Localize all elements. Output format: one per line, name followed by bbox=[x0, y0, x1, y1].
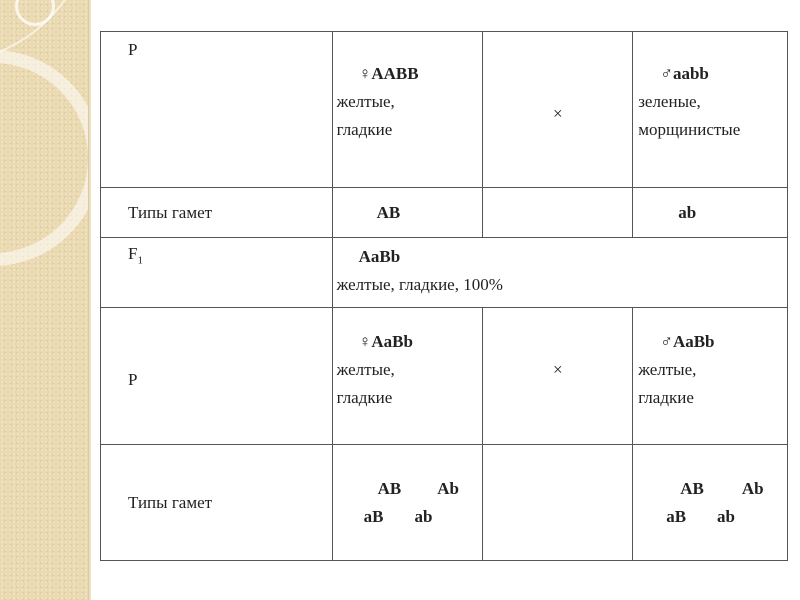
male-genotype: ♂aabb bbox=[660, 64, 709, 83]
empty-cell bbox=[483, 188, 633, 238]
f1-genotype: AaBb bbox=[358, 247, 401, 266]
male-gamete: AB bbox=[680, 478, 704, 498]
male-gamete: Ab bbox=[741, 478, 764, 498]
male-phenotype-line2: гладкие bbox=[638, 388, 694, 407]
male-phenotype-line1: желтые, bbox=[638, 360, 697, 379]
table-row-gametes-2 bbox=[101, 445, 788, 561]
row-label: P bbox=[128, 370, 138, 389]
male-phenotype-line2: морщинистые bbox=[638, 120, 741, 139]
row-label: Типы гамет bbox=[128, 202, 213, 222]
table-row-parents-1 bbox=[101, 32, 788, 188]
decorative-ring-large bbox=[0, 50, 88, 266]
f1-phenotype: желтые, гладкие, 100% bbox=[336, 275, 503, 294]
female-gamete: AB bbox=[377, 478, 402, 498]
row-label-cell bbox=[101, 188, 333, 238]
row-label-cell bbox=[101, 238, 333, 308]
table-row-gametes-1 bbox=[101, 188, 788, 238]
female-parent-cell bbox=[332, 32, 483, 188]
male-phenotype-line1: зеленые, bbox=[638, 92, 701, 111]
female-gamete: ab bbox=[414, 506, 433, 526]
male-parent-cell bbox=[633, 32, 788, 188]
row-label: Типы гамет bbox=[128, 492, 213, 512]
f1-result-cell bbox=[332, 238, 787, 308]
cross-sign: × bbox=[552, 104, 563, 123]
female-genotype: ♀AaBb bbox=[358, 332, 413, 351]
cross-cell bbox=[483, 308, 633, 445]
decorative-side-panel bbox=[0, 0, 88, 600]
empty-cell bbox=[483, 445, 633, 561]
female-gametes-cell bbox=[332, 445, 483, 561]
female-gamete: aB bbox=[363, 506, 384, 526]
male-gamete: aB bbox=[666, 506, 687, 526]
row-label-cell bbox=[101, 445, 333, 561]
male-gamete: ab bbox=[717, 506, 735, 526]
male-parent-cell bbox=[633, 308, 788, 445]
row-label-cell bbox=[101, 308, 333, 445]
female-phenotype-line1: желтые, bbox=[336, 360, 395, 379]
side-panel-edge bbox=[88, 0, 91, 600]
table-row-f1 bbox=[101, 238, 788, 308]
female-gamete-cell bbox=[332, 188, 483, 238]
female-genotype: ♀AABB bbox=[358, 64, 419, 83]
male-gametes-cell bbox=[633, 445, 788, 561]
female-parent-cell bbox=[332, 308, 483, 445]
female-phenotype-line2: гладкие bbox=[336, 388, 393, 407]
female-gamete: Ab bbox=[437, 478, 459, 498]
female-phenotype-line1: желтые, bbox=[336, 92, 395, 111]
cross-sign: × bbox=[552, 360, 563, 379]
genetics-cross-table bbox=[100, 31, 788, 561]
row-label: P bbox=[128, 40, 138, 59]
row-label-cell bbox=[101, 32, 333, 188]
male-gamete: ab bbox=[678, 202, 697, 222]
female-gamete: AB bbox=[376, 202, 401, 222]
row-label: $F_1$ bbox=[128, 244, 143, 267]
male-gamete-cell bbox=[633, 188, 788, 238]
female-phenotype-line2: гладкие bbox=[336, 120, 393, 139]
cross-cell bbox=[483, 32, 633, 188]
table-row-parents-2 bbox=[101, 308, 788, 445]
male-genotype: ♂AaBb bbox=[660, 332, 715, 351]
row-label-subscript: 1 bbox=[137, 254, 143, 267]
